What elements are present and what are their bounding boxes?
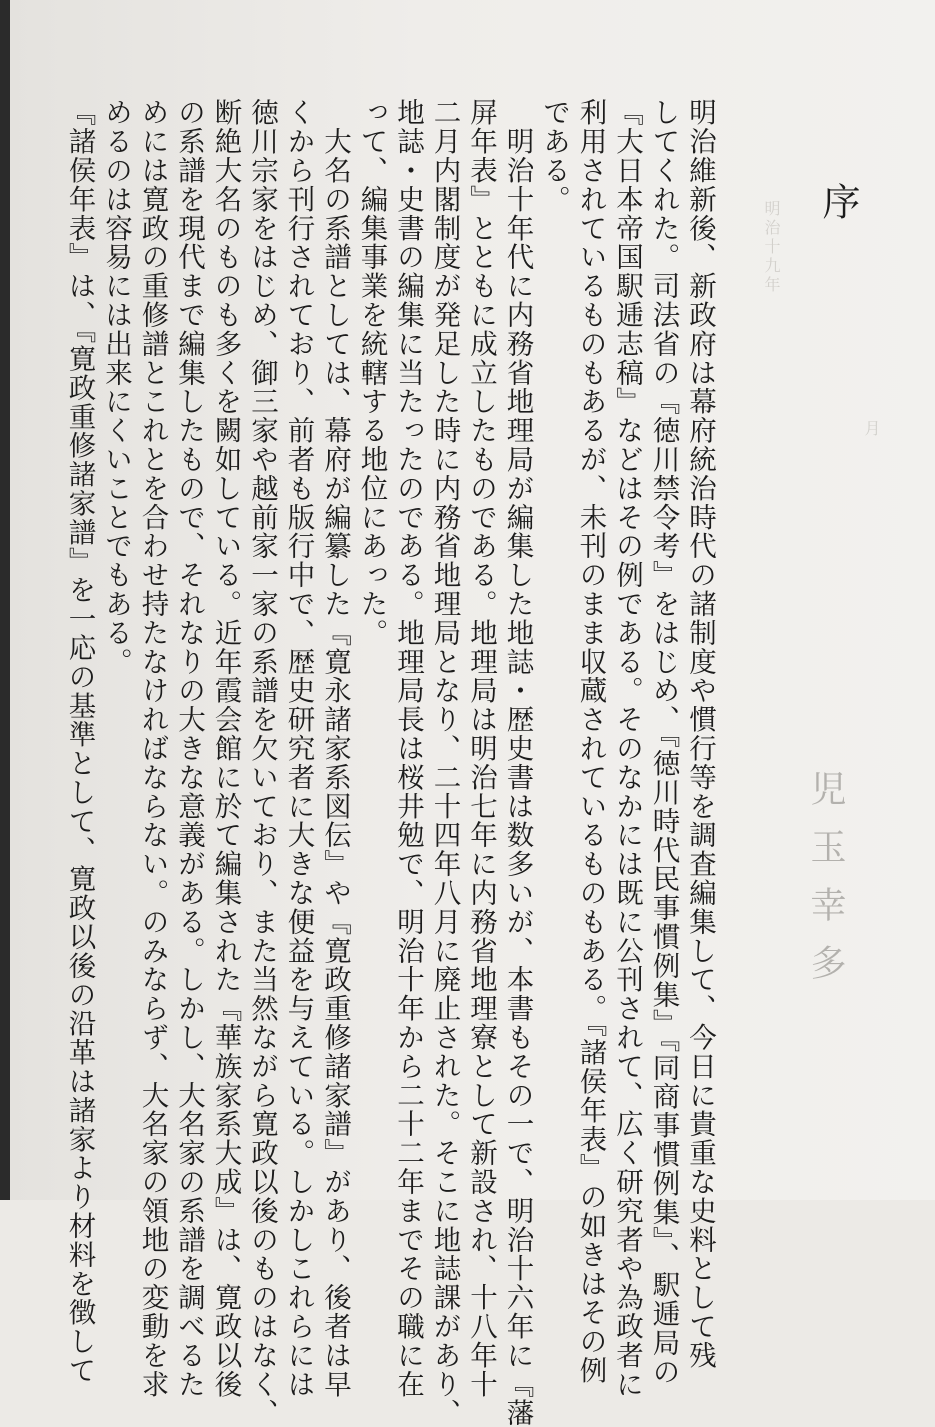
binding-edge: [0, 0, 10, 1200]
show-through-text: 月: [862, 420, 881, 439]
author-signature: 児玉幸多: [805, 770, 846, 1002]
body-text: 明治維新後、新政府は幕府統治時代の諸制度や慣行等を調査編集して、今日に貴重な史料として残 してくれた。司法省の『徳川禁令考』をはじめ、『徳川時代民事慣例集』『同商事慣例集』、駅逓局の 『大日本帝国駅逓志稿』などはその例である。そのなかには既に公刊されて、広く研究者や為政者に 利用されているものもあるが、未刊のまま収蔵されているものもある。『諸侯年表』の如きはその例 である。 明治十年代に内務省地理局が編集した地誌・歴史書は数多いが、本書もその一で、明治十六年に『藩 屏年表』とともに成立したものである。地理局は明治七年に内務省地理寮として新設され、十八年十 二月内閣制度が発足した時に内務省地理局となり、二十四年八月に廃止された。そこに地誌課があり、 地誌・史書の編集に当たったのである。地理局長は桜井勉で、明治十年から二十二年までその職に在 って、編集事業を統轄する地位にあった。 大名の系譜としては、幕府が編纂した『寛永諸家系図伝』や『寛政重修諸家譜』があり、後者は早 くから刊行されており、前者も版行中で、歴史研究者に大きな便益を与えている。しかしこれらには 徳川宗家をはじめ、御三家や越前家一家の系譜を欠いており、また当然ながら寛政以後のものはなく、 断絶大名のものも多くを闕如している。近年霞会館に於て編集された『華族家系大成』は、寛政以後 の系譜を現代まで編集したもので、それなりの大きな意義がある。しかし、大名家の系譜を調べるた めには寛政の重修譜とこれとを合わせ持たなければならない。のみならず、大名家の領地の変動を求 めるのは容易には出来にくいことでもある。 『諸侯年表』は、『寛政重修諸家譜』を一応の基準として、寛政以後の沿革は諸家より材料を徴して: [63, 98, 716, 1427]
show-through-text: 明治十九年: [762, 200, 781, 295]
page-title: 序: [816, 182, 860, 220]
